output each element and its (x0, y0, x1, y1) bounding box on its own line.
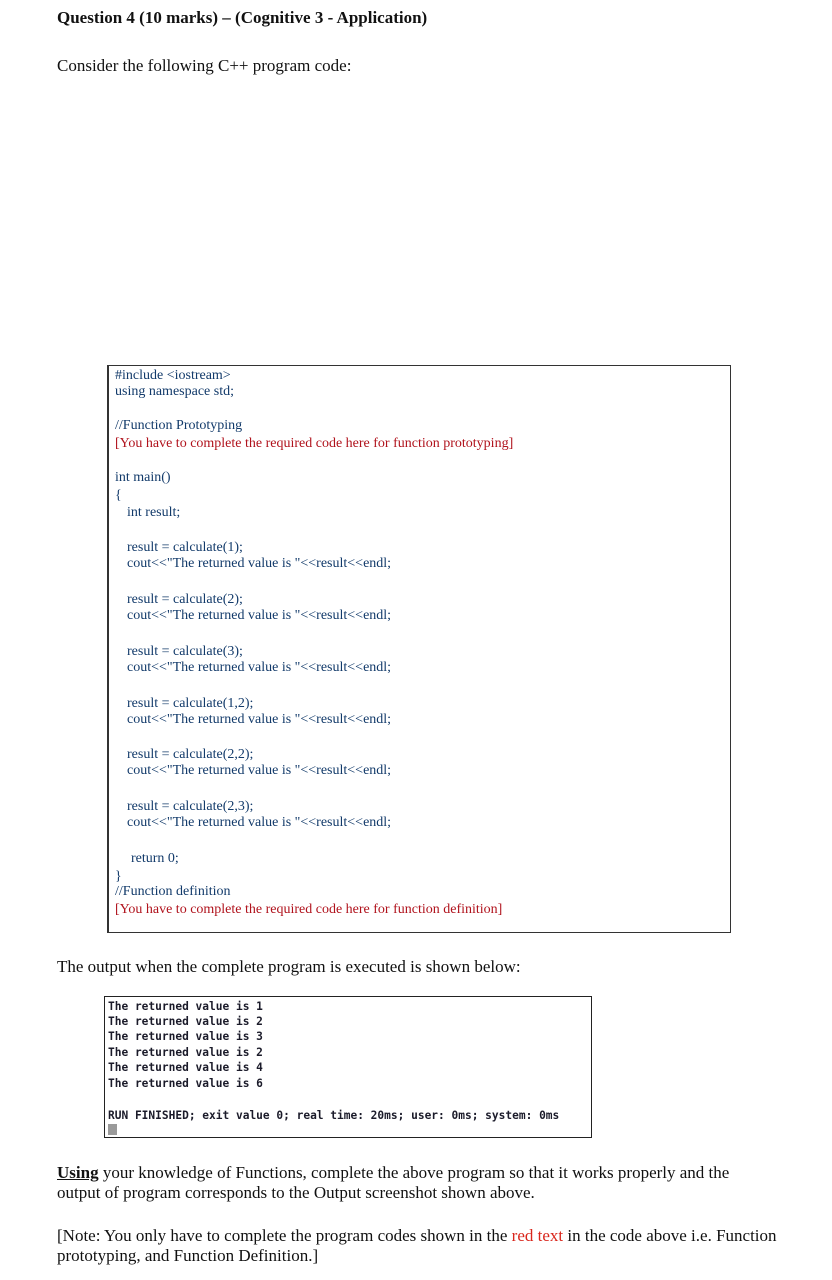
code-print-line: cout<<"The returned value is "<<result<<endl; (127, 608, 392, 623)
question-title: Question 4 (10 marks) – (Cognitive 3 - Application) (57, 8, 428, 27)
code-print-line: cout<<"The returned value is "<<result<<endl; (127, 556, 392, 571)
output-line: The returned value is 2 (108, 1046, 263, 1059)
code-assign-line: result = calculate(2,2); (127, 747, 254, 762)
output-console (104, 996, 592, 1138)
code-assign-line: result = calculate(1,2); (127, 696, 254, 711)
output-line: The returned value is 6 (108, 1077, 263, 1090)
code-proto-todo: [You have to complete the required code here for function prototyping] (115, 436, 514, 451)
code-return: return 0; (131, 851, 179, 866)
run-status-line: RUN FINISHED; exit value 0; real time: 20ms; user: 0ms; system: 0ms (108, 1109, 560, 1122)
output-line: The returned value is 1 (108, 1000, 263, 1013)
instruction-paragraph (57, 1163, 777, 1203)
code-box (107, 365, 731, 933)
code-assign-line: result = calculate(2); (127, 592, 243, 607)
question-intro: Consider the following C++ program code: (57, 56, 352, 75)
code-print-line: cout<<"The returned value is "<<result<<endl; (127, 712, 392, 727)
code-assign-line: result = calculate(3); (127, 644, 243, 659)
code-declaration: int result; (127, 505, 181, 520)
note-paragraph (57, 1226, 777, 1266)
code-include: #include <iostream> (115, 368, 231, 383)
console-cursor (108, 1124, 117, 1135)
code-print-line: cout<<"The returned value is "<<result<<endl; (127, 815, 392, 830)
code-using: using namespace std; (115, 384, 234, 399)
note-red-text: red text (511, 1226, 564, 1245)
code-assign-line: result = calculate(1); (127, 540, 243, 555)
output-line: The returned value is 3 (108, 1030, 263, 1043)
instruction-lead: Using (57, 1163, 99, 1182)
instruction-text: your knowledge of Functions, complete the above program so that it works properly and the output of program corresponds to the Output screenshot shown above. (57, 1163, 730, 1202)
code-proto-comment: //Function Prototyping (115, 418, 243, 433)
output-line: The returned value is 4 (108, 1061, 263, 1074)
code-close-brace: } (115, 869, 122, 884)
note-text-before: [Note: You only have to complete the program codes shown in the (57, 1226, 512, 1245)
code-def-todo: [You have to complete the required code here for function definition] (115, 902, 503, 917)
output-line: The returned value is 2 (108, 1015, 263, 1028)
code-main-signature: int main() (115, 470, 171, 485)
code-open-brace: { (115, 488, 122, 503)
code-def-comment: //Function definition (115, 884, 231, 899)
output-intro: The output when the complete program is executed is shown below: (57, 957, 521, 976)
code-assign-line: result = calculate(2,3); (127, 799, 254, 814)
code-print-line: cout<<"The returned value is "<<result<<endl; (127, 660, 392, 675)
note-text-after: in the code above i.e. Function prototyping, and Function Definition.] (57, 1226, 777, 1265)
code-print-line: cout<<"The returned value is "<<result<<endl; (127, 763, 392, 778)
